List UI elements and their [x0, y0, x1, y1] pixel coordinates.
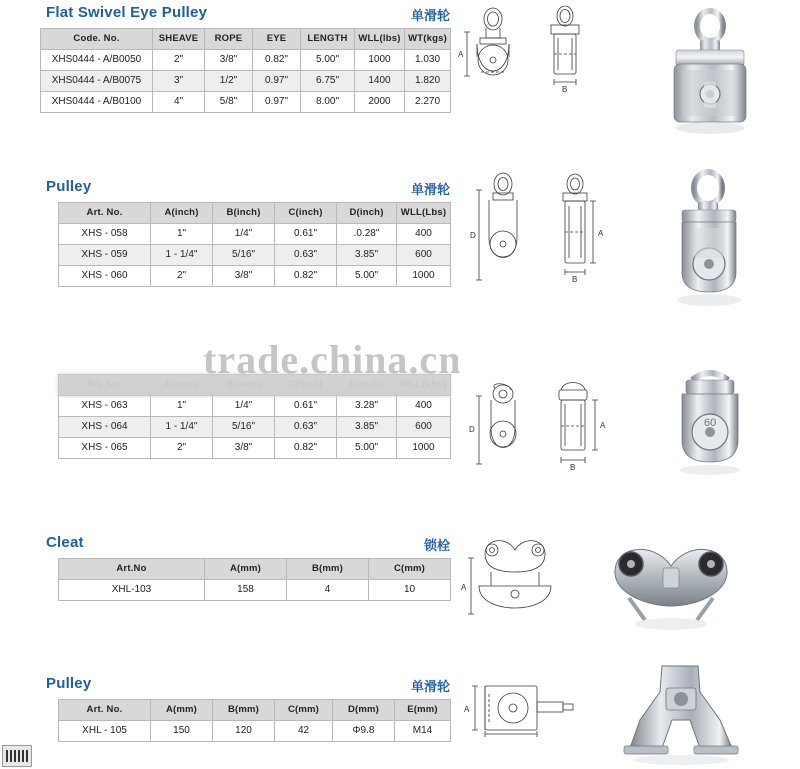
cell: XHL-103	[59, 580, 205, 601]
drawing-label-b: B	[572, 275, 578, 284]
cell: 150	[151, 721, 213, 742]
table-header-row	[59, 203, 451, 224]
cell: 1/2"	[205, 71, 253, 92]
drawing-label-b: B	[562, 85, 568, 94]
cell: 400	[397, 396, 451, 417]
cell: 6.75"	[301, 71, 355, 92]
corner-logo	[2, 745, 32, 767]
table-row	[59, 396, 451, 417]
column-header: B(mm)	[287, 559, 369, 580]
cell: 5/16"	[213, 245, 275, 266]
section-pulley-058	[40, 178, 451, 287]
cell: 1000	[397, 438, 451, 459]
drawing-label-a: A	[600, 421, 606, 430]
cell: 0.82"	[253, 50, 301, 71]
column-header: Art. No.	[59, 700, 151, 721]
column-header: C(mm)	[369, 559, 451, 580]
technical-drawing-cleat	[455, 528, 585, 638]
technical-drawing-flat-swivel-eye-pulley	[455, 2, 625, 142]
cell: 5/8"	[205, 92, 253, 113]
column-header: Art.No	[59, 559, 205, 580]
cell: 1000	[397, 266, 451, 287]
table-header-row	[59, 700, 451, 721]
column-header: WLL(Lbs)	[397, 203, 451, 224]
column-header: Art. No.	[59, 203, 151, 224]
cell: XHS0444 - A/B0075	[41, 71, 153, 92]
drawing-label-b: B	[570, 463, 576, 472]
table-row	[59, 266, 451, 287]
table-row	[59, 417, 451, 438]
cell: XHS - 065	[59, 438, 151, 459]
section-header	[40, 178, 450, 202]
cell: 4	[287, 580, 369, 601]
cell: 0.61"	[275, 224, 337, 245]
cell: M14	[395, 721, 451, 742]
column-header: Code. No.	[41, 29, 153, 50]
section-title: Pulley	[46, 675, 92, 692]
table-row	[59, 580, 451, 601]
section-header	[40, 534, 450, 558]
cell: 1 - 1/4"	[151, 245, 213, 266]
column-header: LENGTH	[301, 29, 355, 50]
cell: 5.00"	[301, 50, 355, 71]
column-header: WT(kgs)	[405, 29, 451, 50]
cell: 1"	[151, 224, 213, 245]
section-title-cn: 锁栓	[423, 538, 450, 553]
cell: XHS0444 - A/B0100	[41, 92, 153, 113]
drawing-label-a: A	[461, 583, 467, 592]
section-title: Flat Swivel Eye Pulley	[46, 4, 208, 21]
table-row	[59, 245, 451, 266]
section-title-cn: 单滑轮	[410, 8, 450, 23]
technical-drawing-pulley-058	[455, 168, 630, 318]
product-photo-flat-swivel-eye-pulley	[628, 8, 793, 148]
cell: 158	[205, 580, 287, 601]
column-header: D(mm)	[333, 700, 395, 721]
product-photo-pulley-063	[630, 366, 790, 486]
drawing-label-d: D	[469, 425, 475, 434]
cell: 2"	[151, 438, 213, 459]
spec-table	[58, 202, 451, 287]
section-pulley-105	[40, 675, 451, 742]
drawing-label-d: D	[470, 231, 476, 240]
product-photo-pulley-105	[600, 662, 780, 769]
cell: XHS - 059	[59, 245, 151, 266]
table-header-row	[59, 559, 451, 580]
table-row	[41, 50, 451, 71]
cell: XHS - 060	[59, 266, 151, 287]
section-header	[40, 4, 450, 28]
spec-table	[40, 28, 451, 113]
cell: 5/16"	[213, 417, 275, 438]
table-row	[41, 92, 451, 113]
column-header: ROPE	[205, 29, 253, 50]
sheave-number: 60	[704, 417, 717, 429]
section-title-cn: 单滑轮	[410, 679, 450, 694]
table-row	[59, 721, 451, 742]
section-header	[40, 675, 450, 699]
column-header: C(mm)	[275, 700, 333, 721]
cell: 1 - 1/4"	[151, 417, 213, 438]
technical-drawing-pulley-063	[455, 372, 630, 492]
cell: 3/8"	[205, 50, 253, 71]
cell: 1.820	[405, 71, 451, 92]
cell: 2"	[153, 50, 205, 71]
cell: 600	[397, 417, 451, 438]
watermark: trade.china.cn	[203, 337, 462, 382]
cell: 2"	[151, 266, 213, 287]
cell: 0.97"	[253, 71, 301, 92]
cell: .0.28"	[337, 224, 397, 245]
cell: 0.82"	[275, 266, 337, 287]
cell: 1400	[355, 71, 405, 92]
cell: XHS - 063	[59, 396, 151, 417]
cell: XHL - 105	[59, 721, 151, 742]
cell: 1/4"	[213, 224, 275, 245]
column-header: B(mm)	[213, 700, 275, 721]
section-cleat	[40, 534, 451, 601]
cell: 4"	[153, 92, 205, 113]
table-row	[41, 71, 451, 92]
product-photo-cleat	[585, 528, 775, 638]
cell: 8.00"	[301, 92, 355, 113]
cell: 10	[369, 580, 451, 601]
column-header: A(mm)	[151, 700, 213, 721]
cell: XHS0444 - A/B0050	[41, 50, 153, 71]
table-header-row	[41, 29, 451, 50]
cell: 1/4"	[213, 396, 275, 417]
drawing-label-a: A	[458, 50, 464, 59]
cell: 42	[275, 721, 333, 742]
logo-bars-icon	[6, 750, 28, 762]
column-header: EYE	[253, 29, 301, 50]
table-row	[59, 438, 451, 459]
spec-table	[58, 699, 451, 742]
cell: 0.97"	[253, 92, 301, 113]
cell: 3.85"	[337, 417, 397, 438]
cell: 3.85"	[337, 245, 397, 266]
cell: 2.270	[405, 92, 451, 113]
cell: 3.28"	[337, 396, 397, 417]
cell: 3"	[153, 71, 205, 92]
column-header: C(inch)	[275, 203, 337, 224]
technical-drawing-pulley-105	[455, 668, 595, 768]
column-header: A(mm)	[205, 559, 287, 580]
cell: XHS - 058	[59, 224, 151, 245]
cell: 1"	[151, 396, 213, 417]
cell: 0.63"	[275, 245, 337, 266]
cell: 0.61"	[275, 396, 337, 417]
cell: 400	[397, 224, 451, 245]
section-flat-swivel-eye-pulley	[40, 4, 451, 113]
drawing-label-a: A	[598, 229, 604, 238]
cell: 600	[397, 245, 451, 266]
cell: 1.030	[405, 50, 451, 71]
product-photo-pulley-058	[630, 168, 790, 318]
section-title: Pulley	[46, 178, 92, 195]
cell: 3/8"	[213, 438, 275, 459]
cell: XHS - 064	[59, 417, 151, 438]
table-row	[59, 224, 451, 245]
cell: 1000	[355, 50, 405, 71]
column-header: B(inch)	[213, 203, 275, 224]
column-header: A(inch)	[151, 203, 213, 224]
section-title-cn: 单滑轮	[410, 182, 450, 197]
cell: 5.00"	[337, 438, 397, 459]
spec-table	[58, 558, 451, 601]
cell: 0.63"	[275, 417, 337, 438]
cell: 0.82"	[275, 438, 337, 459]
cell: 3/8"	[213, 266, 275, 287]
cell: Φ9.8	[333, 721, 395, 742]
column-header: E(mm)	[395, 700, 451, 721]
column-header: D(inch)	[337, 203, 397, 224]
cell: 5.00"	[337, 266, 397, 287]
cell: 2000	[355, 92, 405, 113]
cell: 120	[213, 721, 275, 742]
drawing-label-a: A	[464, 705, 470, 714]
section-title: Cleat	[46, 534, 84, 551]
column-header: WLL(lbs)	[355, 29, 405, 50]
column-header: SHEAVE	[153, 29, 205, 50]
